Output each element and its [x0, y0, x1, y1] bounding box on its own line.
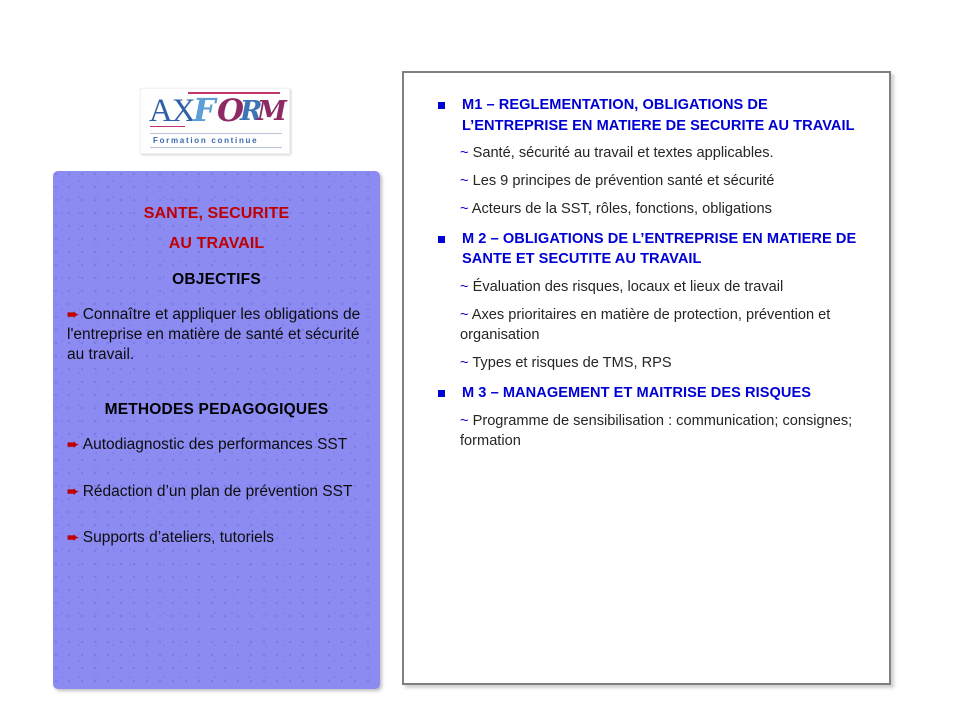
- module-sub-item: [418, 277, 873, 298]
- square-bullet-icon: [438, 102, 445, 109]
- square-bullet-icon: [438, 236, 445, 243]
- red-arrow-icon: ➨: [67, 436, 79, 453]
- tilde-bullet-icon: ~: [460, 355, 469, 372]
- module-heading-text: M 3 – MANAGEMENT ET MAITRISE DES RISQUES: [462, 384, 812, 401]
- method-text: Rédaction d’un plan de prévention SST: [82, 482, 353, 500]
- red-arrow-icon: ➨: [67, 482, 79, 499]
- objective-text: Connaître et appliquer les obligations de l'entreprise en matière de santé et sécurité au travail.: [67, 306, 361, 364]
- module-heading: [418, 383, 873, 404]
- module-sub-item-text: Axes prioritaires en matière de protection, prévention et organisation: [460, 306, 831, 344]
- module-sub-item-text: Évaluation des risques, locaux et lieux de travail: [472, 279, 784, 296]
- module-sub-item: [418, 305, 873, 346]
- tilde-bullet-icon: ~: [460, 200, 469, 217]
- objective-item: [67, 305, 366, 365]
- module-sub-item-text: Acteurs de la SST, rôles, fonctions, obligations: [471, 200, 772, 217]
- square-bullet-icon: [438, 390, 445, 397]
- module-sub-item: [418, 199, 873, 220]
- red-arrow-icon: ➨: [67, 306, 79, 322]
- logo-wordmark: [149, 90, 285, 130]
- module-sub-item-text: Types et risques de TMS, RPS: [472, 355, 672, 372]
- red-arrow-icon: ➨: [67, 528, 79, 545]
- method-item: [67, 528, 366, 548]
- method-text: Autodiagnostic des performances SST: [82, 436, 348, 454]
- module-sub-item-text: Les 9 principes de prévention santé et sécurité: [472, 173, 775, 190]
- method-text: Supports d’ateliers, tutoriels: [82, 528, 274, 546]
- logo-text-f: F: [193, 91, 216, 129]
- tilde-bullet-icon: ~: [460, 412, 469, 429]
- module-sub-item-text: Programme de sensibilisation : communication; consignes; formation: [460, 412, 853, 450]
- method-item: [67, 482, 366, 502]
- logo-text-r: R: [240, 96, 263, 127]
- module-sub-item: [418, 143, 873, 164]
- module-sub-item-text: Santé, sécurité au travail et textes applicables.: [472, 145, 774, 162]
- tilde-bullet-icon: ~: [460, 306, 469, 323]
- course-title-line-1: SANTE, SECURITE: [143, 205, 290, 222]
- logo-text-ax: AX: [149, 93, 195, 129]
- methods-heading: METHODES PEDAGOGIQUES: [104, 401, 329, 419]
- program-modules-panel: [402, 71, 891, 685]
- method-item: [67, 435, 366, 455]
- module-heading: [418, 229, 873, 270]
- axform-logo: [140, 88, 290, 154]
- module-sub-item: [418, 353, 873, 374]
- module-sub-item: [418, 411, 873, 452]
- objectives-heading: OBJECTIFS: [172, 271, 261, 288]
- tilde-bullet-icon: ~: [460, 145, 469, 162]
- module-heading-text: M1 – REGLEMENTATION, OBLIGATIONS DE L’ENTREPRISE EN MATIERE DE SECURITE AU TRAVAIL: [462, 97, 855, 134]
- logo-text-o: O: [217, 93, 245, 129]
- tilde-bullet-icon: ~: [460, 173, 469, 190]
- tilde-bullet-icon: ~: [460, 279, 469, 296]
- module-sub-item: [418, 171, 873, 192]
- logo-text-m: M: [257, 96, 287, 127]
- course-summary-panel: [53, 171, 380, 689]
- module-heading: [418, 95, 873, 136]
- course-title-line-2: AU TRAVAIL: [168, 235, 265, 252]
- module-heading-text: M 2 – OBLIGATIONS DE L’ENTREPRISE EN MATIERE DE SANTE ET SECUTITE AU TRAVAIL: [462, 230, 857, 268]
- logo-tagline: Formation continue: [150, 133, 282, 148]
